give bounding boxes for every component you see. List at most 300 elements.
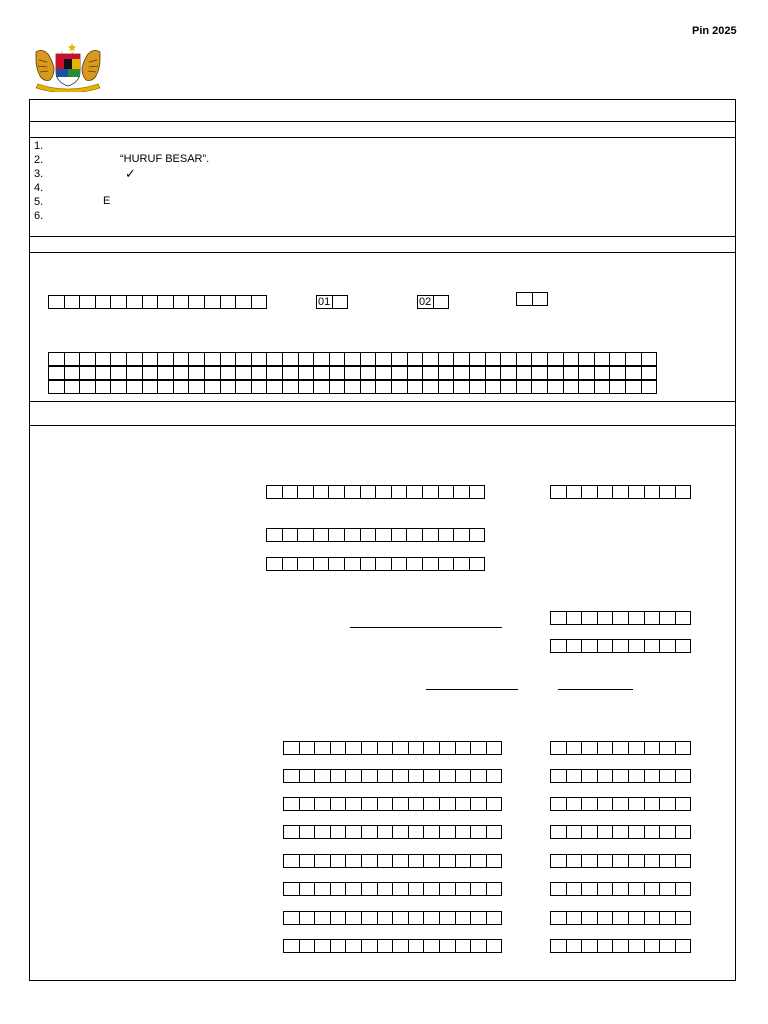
char-cell[interactable] <box>659 882 676 896</box>
underline-field[interactable] <box>426 689 518 690</box>
char-cell[interactable] <box>469 557 486 571</box>
char-cell[interactable] <box>408 797 425 811</box>
char-cell[interactable] <box>612 911 629 925</box>
char-cell[interactable] <box>612 882 629 896</box>
char-cell[interactable] <box>188 352 205 366</box>
char-cell[interactable] <box>550 882 567 896</box>
char-cell[interactable] <box>314 769 331 783</box>
char-cell[interactable] <box>581 769 598 783</box>
char-cell[interactable] <box>220 295 237 309</box>
char-cell[interactable] <box>392 882 409 896</box>
char-cell[interactable] <box>345 825 362 839</box>
char-cell[interactable] <box>344 352 361 366</box>
char-cell[interactable] <box>361 939 378 953</box>
char-cell[interactable] <box>439 825 456 839</box>
char-cell[interactable] <box>345 911 362 925</box>
char-cell[interactable] <box>299 854 316 868</box>
char-cell[interactable] <box>204 380 221 394</box>
char-cell[interactable] <box>641 366 658 380</box>
char-cell[interactable] <box>566 611 583 625</box>
char-cell[interactable] <box>283 882 300 896</box>
char-cell[interactable] <box>408 854 425 868</box>
char-cell[interactable] <box>361 854 378 868</box>
char-cell[interactable] <box>423 882 440 896</box>
char-cell[interactable] <box>360 528 377 542</box>
char-cell[interactable] <box>470 769 487 783</box>
char-cell[interactable] <box>377 882 394 896</box>
char-cell[interactable] <box>486 741 503 755</box>
char-cell[interactable] <box>566 639 583 653</box>
char-cell[interactable] <box>188 295 205 309</box>
char-cell[interactable] <box>547 366 564 380</box>
char-cell[interactable] <box>344 485 361 499</box>
char-cell[interactable] <box>48 380 65 394</box>
char-cell[interactable] <box>142 295 159 309</box>
char-cell[interactable] <box>251 366 268 380</box>
char-cell[interactable] <box>659 741 676 755</box>
char-cell[interactable] <box>173 352 190 366</box>
char-cell[interactable] <box>361 911 378 925</box>
char-cell[interactable] <box>612 769 629 783</box>
char-cell[interactable] <box>282 366 299 380</box>
char-cell[interactable] <box>547 352 564 366</box>
char-cell[interactable] <box>469 528 486 542</box>
char-cell[interactable] <box>550 741 567 755</box>
char-cell[interactable] <box>391 366 408 380</box>
char-cell[interactable] <box>299 939 316 953</box>
char-cell[interactable] <box>500 366 517 380</box>
char-box-row[interactable] <box>550 611 691 625</box>
char-cell[interactable] <box>391 557 408 571</box>
char-cell[interactable] <box>375 366 392 380</box>
char-cell[interactable] <box>392 825 409 839</box>
char-cell[interactable] <box>328 528 345 542</box>
char-cell[interactable] <box>628 611 645 625</box>
char-cell[interactable] <box>48 366 65 380</box>
char-cell[interactable] <box>531 366 548 380</box>
char-cell[interactable] <box>361 797 378 811</box>
char-box-row[interactable] <box>283 854 502 868</box>
char-cell[interactable] <box>612 854 629 868</box>
char-cell[interactable] <box>438 557 455 571</box>
char-cell[interactable] <box>282 528 299 542</box>
char-cell[interactable] <box>439 911 456 925</box>
char-cell[interactable] <box>550 825 567 839</box>
char-cell[interactable] <box>628 741 645 755</box>
char-cell[interactable] <box>95 380 112 394</box>
char-cell[interactable] <box>266 380 283 394</box>
char-cell[interactable] <box>407 380 424 394</box>
char-cell[interactable] <box>330 854 347 868</box>
char-cell[interactable] <box>299 797 316 811</box>
char-cell[interactable] <box>438 380 455 394</box>
char-cell[interactable] <box>142 380 159 394</box>
char-cell[interactable] <box>453 528 470 542</box>
char-cell[interactable] <box>594 352 611 366</box>
char-cell[interactable] <box>628 939 645 953</box>
char-cell[interactable] <box>612 797 629 811</box>
char-cell[interactable] <box>344 528 361 542</box>
char-cell[interactable] <box>423 825 440 839</box>
char-cell[interactable] <box>408 939 425 953</box>
char-cell[interactable] <box>235 295 252 309</box>
char-cell[interactable] <box>455 939 472 953</box>
char-cell[interactable] <box>173 295 190 309</box>
char-cell[interactable] <box>563 366 580 380</box>
char-cell[interactable] <box>95 295 112 309</box>
char-cell[interactable] <box>628 797 645 811</box>
char-cell[interactable] <box>126 352 143 366</box>
char-cell[interactable] <box>204 295 221 309</box>
char-cell[interactable] <box>659 769 676 783</box>
char-cell[interactable] <box>282 352 299 366</box>
char-cell[interactable] <box>314 854 331 868</box>
char-cell[interactable] <box>455 825 472 839</box>
char-cell[interactable] <box>675 797 692 811</box>
char-cell[interactable] <box>95 352 112 366</box>
char-cell[interactable] <box>581 639 598 653</box>
char-cell[interactable] <box>566 911 583 925</box>
char-cell[interactable] <box>330 939 347 953</box>
char-cell[interactable] <box>283 911 300 925</box>
char-cell[interactable] <box>597 769 614 783</box>
char-box-row[interactable] <box>283 939 502 953</box>
char-cell[interactable] <box>486 854 503 868</box>
char-cell[interactable] <box>581 911 598 925</box>
char-cell[interactable] <box>547 380 564 394</box>
char-cell[interactable] <box>597 485 614 499</box>
char-cell[interactable] <box>377 797 394 811</box>
char-cell[interactable] <box>594 366 611 380</box>
char-cell[interactable] <box>126 366 143 380</box>
char-cell[interactable] <box>455 882 472 896</box>
char-cell[interactable] <box>469 485 486 499</box>
char-cell[interactable] <box>470 854 487 868</box>
char-cell[interactable] <box>659 485 676 499</box>
char-cell[interactable] <box>644 939 661 953</box>
char-cell[interactable] <box>377 741 394 755</box>
char-cell[interactable] <box>609 380 626 394</box>
char-cell[interactable] <box>675 939 692 953</box>
char-cell[interactable] <box>485 352 502 366</box>
char-cell[interactable] <box>392 854 409 868</box>
char-cell[interactable] <box>157 352 174 366</box>
char-cell[interactable] <box>314 882 331 896</box>
char-box-row[interactable] <box>550 882 691 896</box>
char-cell[interactable] <box>625 352 642 366</box>
char-cell[interactable] <box>220 380 237 394</box>
char-cell[interactable] <box>220 366 237 380</box>
char-cell[interactable] <box>110 380 127 394</box>
char-cell[interactable] <box>659 797 676 811</box>
char-cell[interactable] <box>361 769 378 783</box>
char-cell[interactable] <box>328 485 345 499</box>
char-cell[interactable] <box>550 769 567 783</box>
char-cell[interactable] <box>612 741 629 755</box>
char-cell[interactable] <box>644 639 661 653</box>
char-box-row[interactable] <box>550 854 691 868</box>
char-cell[interactable] <box>659 639 676 653</box>
char-box-row[interactable] <box>283 882 502 896</box>
char-cell[interactable] <box>344 557 361 571</box>
char-cell[interactable] <box>377 911 394 925</box>
char-box-row[interactable] <box>283 769 502 783</box>
char-cell[interactable] <box>283 825 300 839</box>
char-cell[interactable] <box>375 485 392 499</box>
char-cell[interactable] <box>644 485 661 499</box>
char-cell[interactable] <box>641 352 658 366</box>
char-cell[interactable] <box>235 352 252 366</box>
char-cell[interactable] <box>628 854 645 868</box>
char-cell[interactable] <box>644 611 661 625</box>
char-cell[interactable] <box>392 797 409 811</box>
char-cell[interactable] <box>453 352 470 366</box>
char-box-row[interactable] <box>283 741 502 755</box>
char-cell[interactable] <box>314 911 331 925</box>
char-cell[interactable] <box>79 295 96 309</box>
char-cell[interactable] <box>64 380 81 394</box>
char-cell[interactable] <box>422 485 439 499</box>
char-box-row[interactable] <box>550 797 691 811</box>
char-cell[interactable] <box>612 939 629 953</box>
char-cell[interactable] <box>361 825 378 839</box>
char-cell[interactable] <box>422 528 439 542</box>
char-box-row[interactable] <box>550 769 691 783</box>
char-cell[interactable] <box>299 769 316 783</box>
char-cell[interactable] <box>126 295 143 309</box>
char-cell[interactable] <box>675 639 692 653</box>
char-cell[interactable] <box>157 366 174 380</box>
char-cell[interactable] <box>675 825 692 839</box>
char-cell[interactable] <box>344 380 361 394</box>
char-cell[interactable] <box>313 528 330 542</box>
char-cell[interactable] <box>345 939 362 953</box>
char-cell[interactable] <box>48 352 65 366</box>
char-cell[interactable] <box>641 380 658 394</box>
char-cell[interactable] <box>329 366 346 380</box>
char-cell[interactable] <box>438 352 455 366</box>
char-box-row[interactable] <box>283 911 502 925</box>
char-cell[interactable] <box>423 797 440 811</box>
char-cell[interactable] <box>516 352 533 366</box>
char-cell[interactable] <box>550 611 567 625</box>
char-cell[interactable] <box>64 352 81 366</box>
char-cell[interactable] <box>142 352 159 366</box>
char-cell[interactable] <box>486 797 503 811</box>
char-box-row[interactable] <box>550 825 691 839</box>
char-cell[interactable] <box>406 528 423 542</box>
char-cell[interactable] <box>566 741 583 755</box>
char-cell[interactable] <box>566 882 583 896</box>
char-cell[interactable] <box>550 639 567 653</box>
char-cell[interactable] <box>659 854 676 868</box>
char-cell[interactable] <box>453 366 470 380</box>
char-box-row[interactable] <box>550 939 691 953</box>
char-cell[interactable] <box>563 380 580 394</box>
char-cell[interactable] <box>377 939 394 953</box>
char-cell[interactable] <box>220 352 237 366</box>
char-cell[interactable] <box>675 911 692 925</box>
char-cell[interactable] <box>423 854 440 868</box>
char-cell[interactable] <box>659 611 676 625</box>
char-cell[interactable] <box>581 485 598 499</box>
char-cell[interactable] <box>266 352 283 366</box>
char-cell[interactable] <box>408 741 425 755</box>
char-cell[interactable] <box>408 825 425 839</box>
char-cell[interactable] <box>597 639 614 653</box>
char-cell[interactable] <box>375 557 392 571</box>
char-cell[interactable] <box>266 557 283 571</box>
char-cell[interactable] <box>360 352 377 366</box>
char-cell[interactable] <box>328 557 345 571</box>
char-cell[interactable] <box>314 825 331 839</box>
char-cell[interactable] <box>439 939 456 953</box>
char-cell[interactable] <box>628 882 645 896</box>
char-cell[interactable] <box>188 366 205 380</box>
char-cell[interactable] <box>392 939 409 953</box>
char-cell[interactable] <box>597 741 614 755</box>
char-cell[interactable] <box>628 825 645 839</box>
char-cell[interactable] <box>344 366 361 380</box>
char-cell[interactable] <box>659 825 676 839</box>
char-cell[interactable] <box>439 854 456 868</box>
char-cell[interactable] <box>330 911 347 925</box>
char-cell[interactable] <box>110 295 127 309</box>
char-cell[interactable] <box>625 366 642 380</box>
char-cell[interactable] <box>581 797 598 811</box>
char-cell[interactable] <box>408 769 425 783</box>
char-cell[interactable] <box>297 557 314 571</box>
char-box-row[interactable] <box>283 825 502 839</box>
char-cell[interactable] <box>299 741 316 755</box>
char-cell[interactable] <box>375 528 392 542</box>
char-cell[interactable] <box>581 854 598 868</box>
char-cell[interactable] <box>391 485 408 499</box>
char-cell[interactable] <box>597 939 614 953</box>
char-cell[interactable] <box>406 485 423 499</box>
char-cell[interactable] <box>313 557 330 571</box>
char-cell[interactable] <box>566 854 583 868</box>
char-cell[interactable] <box>532 292 549 306</box>
char-cell[interactable] <box>283 797 300 811</box>
char-cell[interactable] <box>486 769 503 783</box>
char-cell[interactable] <box>360 485 377 499</box>
char-cell[interactable] <box>597 797 614 811</box>
char-cell[interactable] <box>391 352 408 366</box>
char-cell[interactable] <box>594 380 611 394</box>
char-cell[interactable] <box>345 882 362 896</box>
char-cell[interactable] <box>578 366 595 380</box>
char-cell[interactable] <box>581 939 598 953</box>
char-cell[interactable] <box>251 380 268 394</box>
char-box-row[interactable] <box>266 528 485 542</box>
char-cell[interactable] <box>675 882 692 896</box>
char-cell[interactable] <box>597 854 614 868</box>
char-cell[interactable] <box>329 352 346 366</box>
char-cell[interactable] <box>597 611 614 625</box>
char-cell[interactable] <box>469 352 486 366</box>
char-cell[interactable] <box>550 485 567 499</box>
char-cell[interactable] <box>566 485 583 499</box>
char-cell[interactable] <box>438 366 455 380</box>
char-cell[interactable] <box>64 366 81 380</box>
char-cell[interactable] <box>455 911 472 925</box>
address-box-row[interactable] <box>48 380 657 394</box>
char-cell[interactable] <box>235 366 252 380</box>
char-cell[interactable] <box>422 557 439 571</box>
char-cell[interactable] <box>566 797 583 811</box>
char-cell[interactable] <box>423 939 440 953</box>
char-cell[interactable] <box>391 380 408 394</box>
char-cell[interactable] <box>79 352 96 366</box>
char-cell[interactable] <box>628 485 645 499</box>
char-cell[interactable] <box>282 557 299 571</box>
char-cell[interactable] <box>251 352 268 366</box>
char-cell[interactable] <box>500 380 517 394</box>
char-cell[interactable] <box>283 939 300 953</box>
char-cell[interactable] <box>438 485 455 499</box>
char-cell[interactable] <box>330 882 347 896</box>
char-cell[interactable] <box>313 485 330 499</box>
char-cell[interactable] <box>375 352 392 366</box>
char-cell[interactable] <box>581 611 598 625</box>
char-cell[interactable] <box>675 769 692 783</box>
char-cell[interactable] <box>516 366 533 380</box>
char-cell[interactable] <box>659 939 676 953</box>
char-cell[interactable] <box>360 366 377 380</box>
char-cell[interactable] <box>266 366 283 380</box>
char-cell[interactable] <box>408 882 425 896</box>
underline-field[interactable] <box>558 689 633 690</box>
char-cell[interactable] <box>79 380 96 394</box>
char-cell[interactable] <box>188 380 205 394</box>
char-cell[interactable] <box>563 352 580 366</box>
char-cell[interactable] <box>422 352 439 366</box>
char-cell[interactable] <box>453 557 470 571</box>
char-box-row[interactable] <box>266 485 485 499</box>
char-box-row[interactable] <box>283 797 502 811</box>
char-cell[interactable] <box>79 366 96 380</box>
char-cell[interactable] <box>455 769 472 783</box>
char-cell[interactable] <box>345 854 362 868</box>
char-cell[interactable] <box>283 769 300 783</box>
char-box-row[interactable] <box>550 741 691 755</box>
char-cell[interactable] <box>644 741 661 755</box>
char-cell[interactable] <box>550 854 567 868</box>
char-cell[interactable] <box>628 769 645 783</box>
char-cell[interactable] <box>157 380 174 394</box>
char-cell[interactable] <box>392 769 409 783</box>
char-cell[interactable] <box>531 380 548 394</box>
char-cell[interactable] <box>391 528 408 542</box>
char-cell[interactable] <box>95 366 112 380</box>
char-cell[interactable] <box>377 769 394 783</box>
char-box-row[interactable] <box>266 557 485 571</box>
char-cell[interactable] <box>48 295 65 309</box>
char-cell[interactable] <box>581 825 598 839</box>
char-cell[interactable] <box>173 366 190 380</box>
char-cell[interactable] <box>581 741 598 755</box>
char-cell[interactable] <box>438 528 455 542</box>
char-cell[interactable] <box>298 366 315 380</box>
char-cell[interactable] <box>330 797 347 811</box>
char-cell[interactable] <box>110 352 127 366</box>
char-cell[interactable] <box>329 380 346 394</box>
address-box-row[interactable] <box>48 366 657 380</box>
char-cell[interactable] <box>299 911 316 925</box>
char-cell[interactable] <box>235 380 252 394</box>
char-cell[interactable] <box>531 352 548 366</box>
